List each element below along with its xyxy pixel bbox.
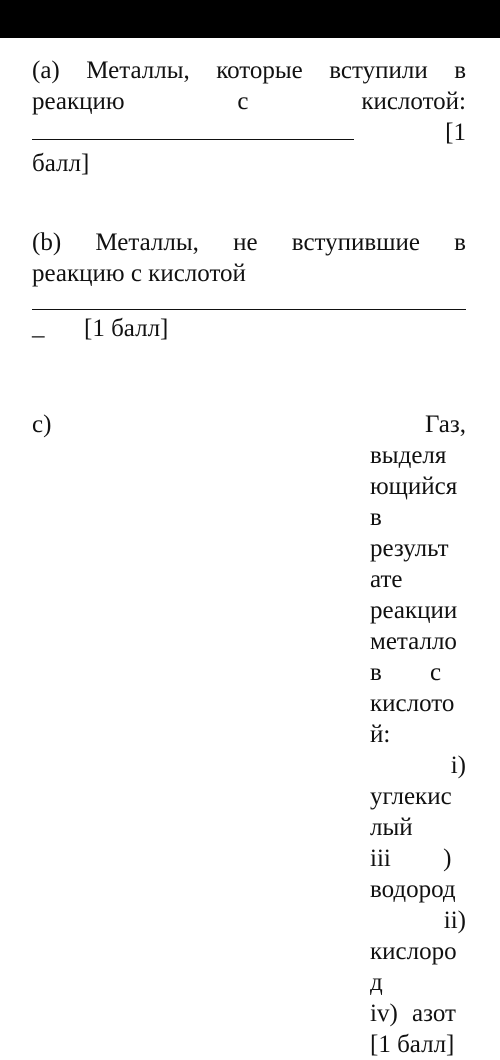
question-b [32, 227, 466, 345]
c-line: металло [370, 628, 457, 655]
c-line: й: [370, 721, 391, 748]
c-line: iii ) [370, 845, 452, 872]
top-bar [0, 0, 500, 38]
c-line: результ [370, 535, 449, 562]
c-line: д [370, 969, 383, 996]
c-line: i) [450, 752, 466, 779]
word: Металлы, [95, 229, 199, 256]
word: в [454, 229, 466, 256]
word: не [233, 229, 258, 256]
question-c-text-column [370, 409, 466, 1060]
question-a-line-4 [32, 148, 466, 179]
question-a-line-2 [32, 86, 466, 117]
underscore-mark: _ [32, 313, 45, 340]
question-b-line-2 [32, 258, 466, 289]
word: в [454, 57, 466, 84]
word: которые [216, 57, 303, 84]
question-b-line-4 [32, 313, 466, 345]
c-line: реакции [370, 597, 458, 624]
c-line: выделя [370, 442, 447, 469]
c-line: в [370, 504, 382, 531]
c-line: кислоро [370, 938, 457, 965]
c-line: iv) азот [370, 1000, 456, 1027]
answer-blank-a[interactable] [32, 119, 354, 140]
c-line: кислото [370, 690, 455, 717]
question-a-line-3 [32, 117, 466, 148]
question-b-score: [1 балл] [84, 315, 169, 342]
word: вступившие [291, 229, 420, 256]
c-line: Газ, [424, 411, 466, 438]
question-a-label: (a) [32, 57, 60, 84]
question-a-line-1 [32, 55, 466, 86]
question-a [32, 55, 466, 179]
question-a-score-close: балл] [32, 150, 90, 177]
question-c-label: c) [32, 411, 52, 438]
c-line: углекис [370, 783, 452, 810]
word: реакцию [32, 88, 125, 115]
question-b-text: реакцию с кислотой [32, 260, 246, 287]
question-a-score-open: [1 [445, 119, 466, 146]
word: с [237, 88, 249, 115]
c-line: ате [370, 566, 403, 593]
c-line: [1 балл] [370, 1031, 455, 1058]
c-line: лый [370, 814, 413, 841]
word: Металлы, [86, 57, 190, 84]
word: вступили [329, 57, 428, 84]
question-b-label: (b) [32, 229, 62, 256]
word: кислотой: [361, 88, 466, 115]
question-b-line-1 [32, 227, 466, 258]
c-line: ющийся [370, 473, 458, 500]
question-b-blank-row [32, 289, 466, 313]
answer-blank-b[interactable] [32, 289, 466, 310]
c-line: ii) [443, 907, 466, 934]
c-line: водород [370, 876, 456, 903]
c-line: в с [370, 659, 442, 686]
